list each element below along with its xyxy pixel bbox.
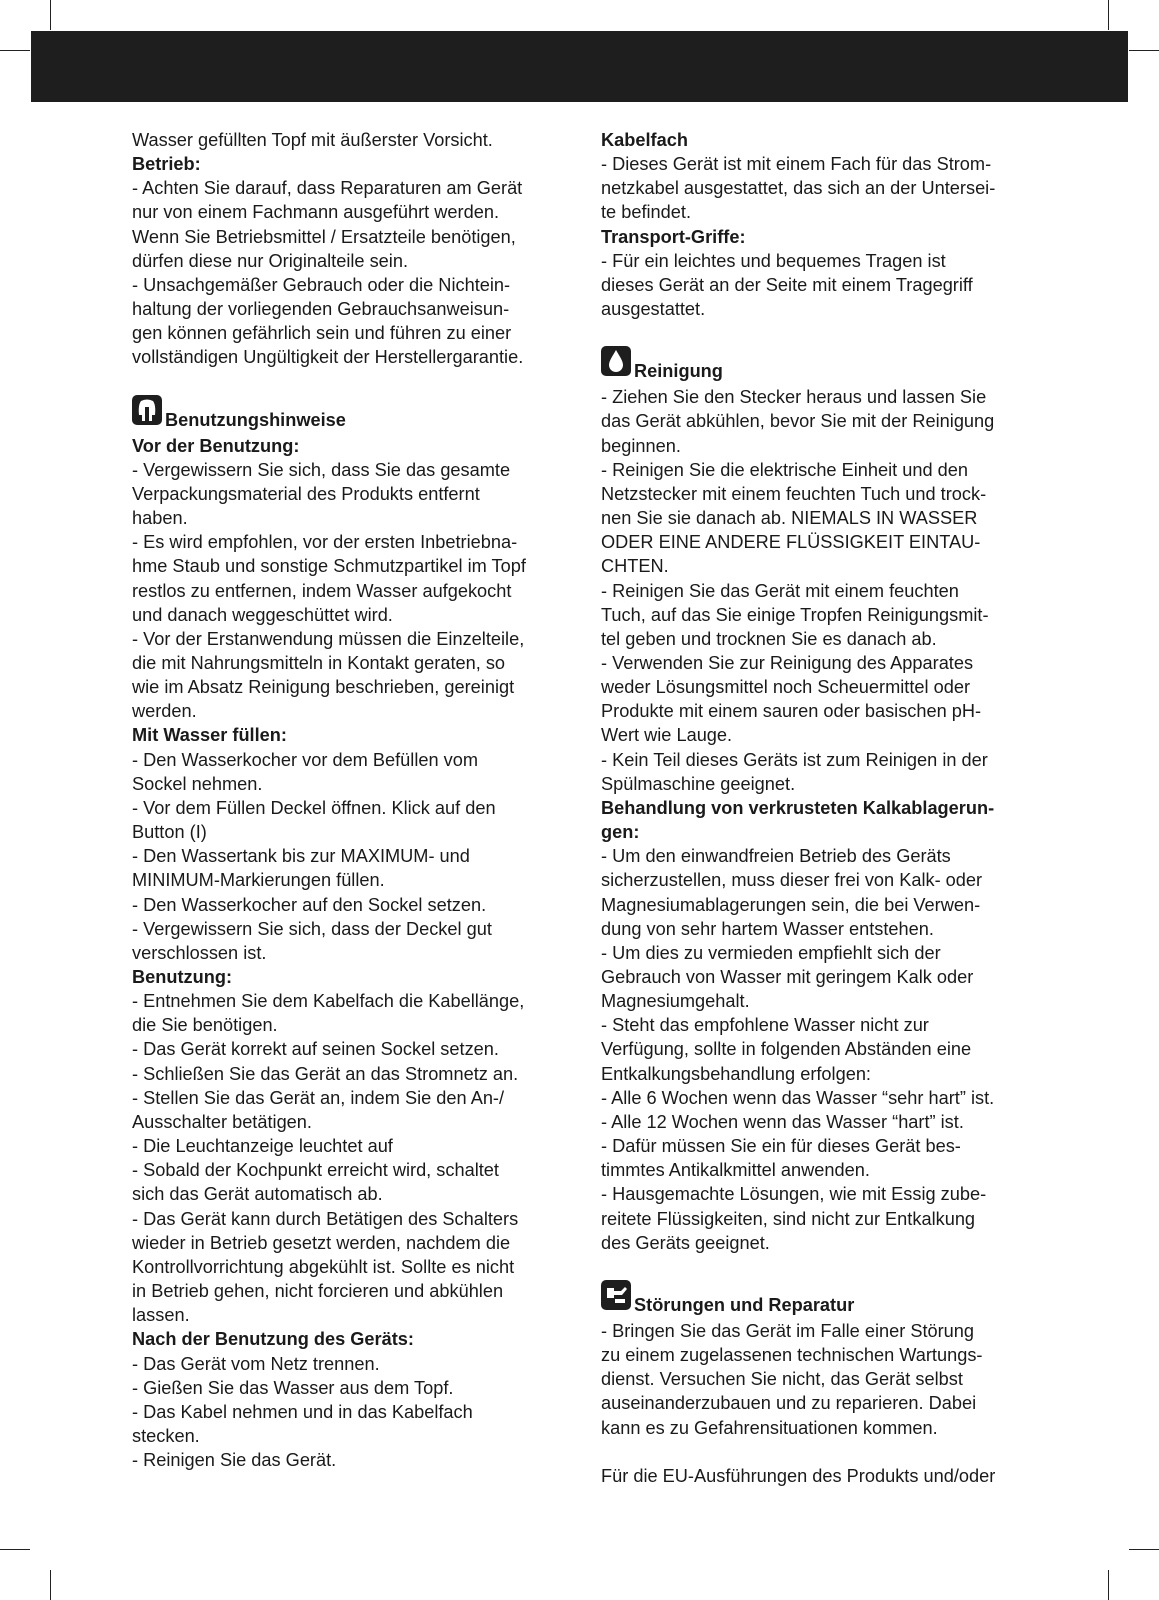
text-line: Wert wie Lauge. (601, 725, 733, 746)
text-line: - Um den einwandfreien Betrieb des Geräts (601, 846, 951, 867)
text-line: Verfügung, sollte in folgenden Abständen eine (601, 1039, 972, 1060)
crop-mark (1129, 50, 1159, 51)
right-column (601, 128, 1041, 1488)
text-line: - Achten Sie darauf, dass Reparaturen am Gerät (132, 178, 523, 199)
text-line: Tuch, auf das Sie einige Tropfen Reinigungsmit- (601, 604, 989, 625)
text-line: Wasser gefüllten Topf mit äußerster Vorsicht. (132, 130, 493, 150)
text-line: wieder in Betrieb gesetzt werden, nachdem die (132, 1232, 511, 1253)
text-line: - Vor der Erstanwendung müssen die Einzelteile, (132, 628, 525, 649)
subheading: Nach der Benutzung des Geräts: (132, 1329, 414, 1350)
text-line: nur von einem Fachmann ausgeführt werden. (132, 202, 499, 223)
text-line: - Dafür müssen Sie ein für dieses Gerät bes- (601, 1136, 961, 1157)
subheading: gen: (601, 822, 640, 843)
subheading: Benutzung: (132, 967, 233, 987)
text-line: - Dieses Gerät ist mit einem Fach für das Strom- (601, 154, 992, 175)
text-line: - Den Wassertank bis zur MAXIMUM- und (132, 846, 470, 867)
text-line: Spülmaschine geeignet. (601, 773, 796, 794)
text-line: te befindet. (601, 202, 691, 223)
left-column (132, 128, 572, 1472)
spacer (132, 370, 572, 394)
section-heading (132, 394, 572, 434)
text-line: stecken. (132, 1425, 200, 1446)
plug-icon (132, 395, 162, 425)
text-line: Verpackungsmaterial des Produkts entfernt (132, 483, 480, 504)
text-line: - Das Gerät korrekt auf seinen Sockel setzen. (132, 1039, 499, 1060)
text-line: dienst. Versuchen Sie nicht, das Gerät selbst (601, 1369, 963, 1390)
water-drop-icon (601, 346, 631, 376)
text-line: vollständigen Ungültigkeit der Herstellergarantie. (132, 347, 524, 368)
text-line: Für die EU-Ausführungen des Produkts und/oder (601, 1465, 996, 1486)
text-line: auseinanderzubauen und zu reparieren. Dabei (601, 1393, 977, 1414)
text-line: sicherzustellen, muss dieser frei von Kalk- oder (601, 870, 983, 891)
text-line: Button (I) (132, 822, 207, 843)
section-heading (601, 1279, 1041, 1319)
text-line: CHTEN. (601, 556, 669, 577)
section-heading-text: Reinigung (634, 361, 723, 382)
text-line: - Bringen Sie das Gerät im Falle einer Störung (601, 1320, 975, 1341)
text-line: Gebrauch von Wasser mit geringem Kalk oder (601, 967, 974, 987)
subheading: Betrieb: (132, 154, 201, 175)
crop-mark (0, 50, 30, 51)
text-line: - Um dies zu vermieden empfiehlt sich der (601, 942, 941, 963)
text-line: dieses Gerät an der Seite mit einem Tragegriff (601, 274, 973, 295)
text-line: tel geben und trocknen Sie es danach ab. (601, 628, 937, 649)
section-heading-text: Benutzungshinweise (165, 409, 346, 430)
text-line: beginnen. (601, 435, 681, 456)
text-line: - Vergewissern Sie sich, dass Sie das gesamte (132, 459, 511, 480)
text-line: - Ziehen Sie den Stecker heraus und lassen Sie (601, 387, 987, 408)
text-line: restlos zu entfernen, indem Wasser aufgekocht (132, 580, 512, 601)
text-line: - Kein Teil dieses Geräts ist zum Reinigen in der (601, 749, 988, 770)
text-line: - Für ein leichtes und bequemes Tragen ist (601, 250, 946, 271)
crop-mark (1108, 1570, 1109, 1600)
text-line: - Den Wasserkocher vor dem Befüllen vom (132, 749, 479, 770)
text-line: reitete Flüssigkeiten, sind nicht zur Entkalkung (601, 1208, 976, 1229)
text-line: - Hausgemachte Lösungen, wie mit Essig zube- (601, 1184, 987, 1205)
text-line: die Sie benötigen. (132, 1015, 278, 1036)
text-line: - Die Leuchtanzeige leuchtet auf (132, 1136, 393, 1157)
text-line: und danach weggeschüttet wird. (132, 604, 393, 625)
subheading: Kabelfach (601, 130, 688, 150)
header-bar (31, 31, 1128, 102)
text-line: verschlossen ist. (132, 942, 267, 963)
text-line: - Stellen Sie das Gerät an, indem Sie den An-/ (132, 1087, 505, 1108)
crop-mark (0, 1549, 30, 1550)
text-line: - Das Gerät kann durch Betätigen des Schalters (132, 1208, 519, 1229)
text-line: werden. (132, 701, 197, 722)
text-line: Wenn Sie Betriebsmittel / Ersatzteile benötigen, (132, 226, 516, 247)
text-line: lassen. (132, 1305, 190, 1326)
text-line: timmtes Antikalkmittel anwenden. (601, 1160, 870, 1181)
text-line: kann es zu Gefahrensituationen kommen. (601, 1417, 938, 1438)
text-line: ODER EINE ANDERE FLÜSSIGKEIT EINTAU- (601, 532, 981, 553)
text-line: - Sobald der Kochpunkt erreicht wird, schaltet (132, 1160, 499, 1181)
subheading: Behandlung von verkrusteten Kalkablagerun- (601, 797, 995, 818)
text-line: - Vergewissern Sie sich, dass der Deckel gut (132, 918, 492, 939)
crop-mark (1108, 0, 1109, 30)
text-line: - Den Wasserkocher auf den Sockel setzen. (132, 894, 487, 915)
text-line: - Unsachgemäßer Gebrauch oder die Nichtein- (132, 274, 511, 295)
text-line: nen Sie sie danach ab. NIEMALS IN WASSER (601, 508, 978, 529)
text-line: - Das Gerät vom Netz trennen. (132, 1353, 380, 1374)
text-line: - Verwenden Sie zur Reinigung des Apparates (601, 652, 974, 673)
text-line: haltung der vorliegenden Gebrauchsanweisun- (132, 299, 510, 320)
text-line: - Entnehmen Sie dem Kabelfach die Kabellänge, (132, 991, 525, 1012)
text-line: - Schließen Sie das Gerät an das Stromnetz an. (132, 1063, 519, 1084)
text-line: - Alle 12 Wochen wenn das Wasser “hart” ist. (601, 1111, 964, 1132)
text-line: - Das Kabel nehmen und in das Kabelfach (132, 1401, 473, 1422)
section-heading (601, 345, 1041, 385)
crop-mark (50, 0, 51, 30)
text-line: weder Lösungsmittel noch Scheuermittel oder (601, 677, 970, 698)
text-line: Entkalkungsbehandlung erfolgen: (601, 1063, 871, 1084)
text-line: Kontrollvorrichtung abgekühlt ist. Sollte es nicht (132, 1256, 515, 1277)
text-line: - Gießen Sie das Wasser aus dem Topf. (132, 1377, 454, 1398)
text-line: in Betrieb gehen, nicht forcieren und abkühlen (132, 1281, 504, 1302)
subheading: Transport-Griffe: (601, 226, 746, 247)
text-line: Sockel nehmen. (132, 773, 263, 794)
text-line: netzkabel ausgestattet, das sich an der Untersei- (601, 178, 996, 199)
subheading: Mit Wasser füllen: (132, 725, 287, 746)
spacer (601, 321, 1041, 345)
text-line: Netzstecker mit einem feuchten Tuch und trock- (601, 483, 987, 504)
text-line: ausgestattet. (601, 299, 706, 320)
spacer (601, 1440, 1041, 1464)
text-line: - Reinigen Sie das Gerät. (132, 1450, 337, 1471)
section-heading-text: Störungen und Reparatur (634, 1294, 855, 1315)
text-line: - Reinigen Sie das Gerät mit einem feuchten (601, 580, 959, 601)
text-line: wie im Absatz Reinigung beschrieben, gereinigt (132, 677, 515, 698)
text-line: Produkte mit einem sauren oder basischen pH- (601, 701, 982, 722)
text-line: hme Staub und sonstige Schmutzpartikel im Topf (132, 556, 526, 577)
text-line: sich das Gerät automatisch ab. (132, 1184, 383, 1205)
subheading: Vor der Benutzung: (132, 435, 300, 456)
text-line: dürfen diese nur Originalteile sein. (132, 250, 409, 271)
text-line: gen können gefährlich sein und führen zu einer (132, 323, 512, 344)
text-line: das Gerät abkühlen, bevor Sie mit der Reinigung (601, 411, 995, 432)
spacer (601, 1255, 1041, 1279)
text-line: Ausschalter betätigen. (132, 1111, 312, 1132)
text-line: zu einem zugelassenen technischen Wartungs- (601, 1345, 983, 1366)
text-line: - Reinigen Sie die elektrische Einheit und den (601, 459, 969, 480)
text-line: - Vor dem Füllen Deckel öffnen. Klick auf den (132, 797, 496, 818)
text-line: die mit Nahrungsmitteln in Kontakt geraten, so (132, 652, 506, 673)
crop-mark (1129, 1549, 1159, 1550)
crop-mark (50, 1570, 51, 1600)
text-line: dung von sehr hartem Wasser entstehen. (601, 918, 934, 939)
text-line: - Es wird empfohlen, vor der ersten Inbetriebna- (132, 532, 518, 553)
text-line: - Steht das empfohlene Wasser nicht zur (601, 1015, 929, 1036)
text-line: des Geräts geeignet. (601, 1232, 770, 1253)
text-line: Magnesiumablagerungen sein, die bei Verwen- (601, 894, 981, 915)
text-line: haben. (132, 508, 188, 529)
text-line: MINIMUM-Markierungen füllen. (132, 870, 385, 891)
text-line: - Alle 6 Wochen wenn das Wasser “sehr hart” ist. (601, 1087, 995, 1108)
wrench-icon (601, 1280, 631, 1310)
text-line: Magnesiumgehalt. (601, 991, 750, 1012)
